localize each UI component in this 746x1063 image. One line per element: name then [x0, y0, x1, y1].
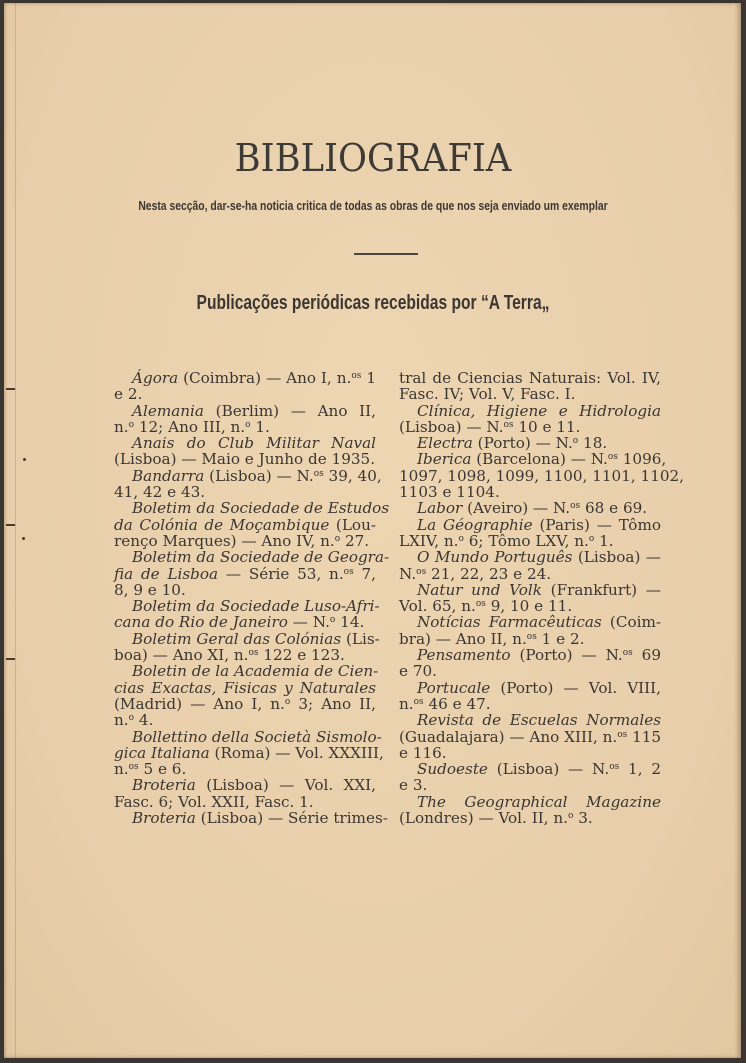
superscript: os: [128, 762, 139, 773]
text-line: [399, 663, 661, 679]
periodical-title: Boletin de la Academia de Cien-: [132, 662, 379, 681]
superscript: os: [475, 599, 486, 610]
entry-text: n.: [114, 760, 129, 779]
periodical-title: Boletim da Sociedade de Estudos: [132, 499, 390, 518]
text-line: [114, 484, 376, 500]
periodical-title: Iberica: [417, 450, 472, 469]
entry-text: (Coim-: [601, 613, 661, 632]
entry-text: — N.: [287, 613, 330, 632]
superscript: o: [588, 533, 595, 544]
text-line: [114, 629, 380, 648]
text-line: [114, 614, 376, 630]
periodical-title: cias Exactas, Fisicas y Naturales: [114, 678, 376, 697]
entry-text: e 70.: [399, 662, 437, 681]
text-line: [399, 712, 661, 728]
text-line: [114, 499, 390, 518]
text-line: [399, 484, 661, 500]
text-line: [114, 809, 388, 828]
entry-text: 8, 9 e 10.: [114, 580, 186, 599]
superscript: o: [128, 713, 135, 724]
periodical-title: Anais do Club Militar Naval: [132, 434, 376, 453]
entry-text: (Madrid) — Ano I, n.: [114, 694, 285, 713]
text-line: [399, 761, 661, 777]
entry-text: boa) — Ano XI, n.: [114, 646, 249, 665]
text-line: [399, 680, 661, 696]
superscript: os: [351, 371, 362, 381]
text-line: [114, 662, 379, 681]
superscript: os: [607, 452, 618, 463]
entry-text: n.: [114, 417, 129, 436]
periodical-title: da Colónia de Moçambique: [114, 515, 330, 534]
entry-text: N.: [399, 564, 417, 583]
entry-text: (Lisboa) — N.: [399, 417, 504, 436]
periodical-title: Bandarra: [132, 466, 205, 485]
text-line: [114, 712, 376, 728]
text-line: [399, 466, 685, 485]
ink-spot: [22, 537, 25, 540]
text-line: [114, 533, 376, 549]
entry-text: (Lisboa) — Vol. XXI,: [195, 776, 376, 795]
entry-text: (Frankfurt) —: [541, 580, 661, 599]
ink-spot: [23, 458, 26, 461]
text-line: [114, 386, 376, 402]
entry-text: 9, 10 e 11.: [485, 597, 573, 616]
superscript: os: [313, 468, 324, 479]
text-line: [399, 450, 667, 469]
text-line: [399, 500, 661, 516]
entry-text: (Guadalajara) — Ano XIII, n.: [399, 727, 618, 746]
entry-text: (Londres) — Vol. II, n.: [399, 809, 568, 828]
text-line: [114, 517, 376, 533]
entry-text: Fasc. 6; Vol. XXII, Fasc. 1.: [114, 792, 314, 811]
entry-text: 18.: [578, 434, 608, 453]
entry-text: 41, 42 e 43.: [114, 483, 206, 502]
entry-text: 115: [627, 727, 662, 746]
entry-text: (Lou-: [329, 515, 376, 534]
margin-mark: [6, 524, 15, 526]
text-line: [114, 403, 376, 419]
text-line: [114, 727, 382, 746]
text-line: [399, 614, 661, 630]
text-line: [114, 743, 384, 762]
text-line: [114, 582, 376, 598]
periodical-title: O Mundo Português: [417, 548, 573, 567]
text-line: [399, 403, 661, 419]
entry-text: 5 e 6.: [138, 760, 187, 779]
entry-text: Fasc. IV; Vol. V, Fasc. I.: [399, 385, 576, 404]
entry-text: (Lis-: [341, 629, 380, 648]
text-line: [399, 631, 661, 647]
entry-text: (Paris) — Tômo: [532, 515, 661, 534]
periodical-title: cana do Rio de Janeiro: [114, 613, 288, 632]
entry-text: (Barcelona) — N.: [471, 450, 608, 469]
text-line: [114, 548, 390, 567]
superscript: o: [458, 533, 464, 544]
entry-text: n.: [114, 711, 129, 730]
periodical-title: Boletim da Sociedade Luso-Afri-: [132, 597, 380, 616]
superscript: os: [570, 501, 581, 512]
superscript: o: [567, 811, 574, 822]
divider-rule: [354, 253, 418, 255]
text-line: [114, 647, 376, 663]
entry-text: 1097, 1098, 1099, 1100, 1101, 1102,: [399, 466, 685, 485]
entry-text: (Lisboa) — Série trimes-: [195, 809, 388, 828]
text-line: [399, 582, 661, 598]
entry-text: (Porto) — N.: [510, 646, 623, 665]
margin-mark: [6, 388, 15, 390]
entry-text: e 2.: [114, 385, 143, 404]
section-heading: Publicações periódicas recebidas por “A Terra„: [196, 292, 550, 314]
page-subtitle: Nesta secção, dar-se-ha noticia critica de todas as obras de que nos seja enviado um exemplar: [138, 199, 608, 213]
entry-text: 1.: [594, 531, 614, 550]
entry-text: 1: [361, 369, 376, 387]
entry-text: (Lisboa) — Maio e Junho de 1935.: [114, 450, 376, 469]
text-line: [114, 435, 376, 451]
entry-text: 3.: [573, 809, 593, 828]
superscript: o: [128, 419, 135, 430]
superscript: os: [503, 419, 514, 430]
entry-text: 6; Tômo LXV, n.: [463, 531, 589, 550]
entry-text: 12; Ano III, n.: [134, 417, 246, 436]
entry-text: 1, 2: [619, 760, 661, 779]
periodical-title: Clínica, Higiene e Hidrologia: [417, 401, 661, 420]
text-line: [114, 451, 376, 467]
entry-text: n.: [399, 694, 414, 713]
entry-text: 7,: [353, 564, 376, 583]
entry-text: (Roma) — Vol. XXXIII,: [209, 743, 384, 762]
text-line: [114, 370, 376, 386]
entry-text: 69: [632, 646, 662, 665]
text-line: [114, 597, 380, 616]
binding-edge: [15, 3, 16, 1058]
periodical-title: Boletim Geral das Colónias: [132, 629, 342, 648]
text-line: [399, 794, 661, 810]
periodical-title: La Géographie: [417, 515, 533, 534]
entry-text: 122 e 123.: [258, 646, 345, 665]
entry-text: 68 e 69.: [580, 499, 648, 518]
left-column: [114, 369, 390, 828]
text-line: [399, 517, 661, 533]
entry-text: (Porto) — Vol. VIII,: [490, 678, 661, 697]
entry-text: 3; Ano II,: [290, 694, 376, 713]
entry-text: 1 e 2.: [536, 629, 585, 648]
text-line: [399, 696, 661, 712]
entry-text: 1096,: [617, 450, 667, 469]
entry-text: (Porto) — N.: [472, 434, 573, 453]
superscript: o: [284, 696, 291, 707]
page-title: BIBLIOGRAFIA: [234, 136, 512, 180]
periodical-title: Electra: [417, 434, 473, 453]
text-line: [399, 745, 661, 761]
superscript: os: [416, 566, 427, 577]
periodical-title: gica Italiana: [114, 743, 210, 762]
margin-mark: [6, 658, 15, 660]
text-line: [399, 549, 661, 565]
periodical-title: Portucale: [417, 678, 491, 697]
text-line: [399, 419, 661, 435]
text-line: [114, 466, 382, 485]
periodical-title: Boletim da Sociedade de Geogra-: [132, 548, 390, 567]
entry-text: (Coimbra) — Ano I, n.: [178, 369, 352, 387]
text-line: [399, 370, 661, 386]
text-line: [399, 598, 661, 614]
text-line: [114, 794, 376, 810]
entry-text: (Lisboa) — N.: [204, 466, 314, 485]
text-line: [114, 761, 376, 777]
text-line: [399, 435, 661, 451]
entry-text: 4.: [134, 711, 154, 730]
text-line: [114, 419, 376, 435]
entry-text: Vol. 65, n.: [399, 597, 476, 616]
entry-text: 1.: [250, 417, 270, 436]
entry-text: LXIV, n.: [399, 531, 459, 550]
right-column: [399, 369, 685, 828]
text-line: [399, 533, 661, 549]
periodical-title: Broteria: [132, 776, 196, 795]
entry-text: (Aveiro) — N.: [462, 499, 571, 518]
entry-text: — Série 53, n.: [218, 564, 344, 583]
periodical-title: Pensamento: [417, 646, 511, 665]
entry-text: (Lisboa) — N.: [487, 760, 610, 779]
superscript: o: [572, 436, 579, 447]
periodical-title: Broteria: [132, 809, 196, 828]
entry-text: tral de Ciencias Naturais: Vol. IV,: [399, 369, 661, 387]
periodical-title: fia de Lisboa: [114, 564, 219, 583]
periodical-title: Natur und Volk: [417, 580, 542, 599]
superscript: o: [245, 419, 251, 430]
entry-text: bra) — Ano II, n.: [399, 629, 527, 648]
entry-text: (Lisboa) —: [572, 548, 661, 567]
entry-text: 14.: [335, 613, 365, 632]
superscript: o: [334, 533, 341, 544]
superscript: os: [343, 566, 354, 577]
superscript: os: [622, 648, 633, 659]
entry-text: (Berlim) — Ano II,: [203, 401, 376, 420]
superscript: os: [526, 631, 537, 642]
superscript: os: [248, 648, 259, 659]
entry-text: 46 e 47.: [423, 694, 491, 713]
superscript: o: [329, 615, 336, 626]
entry-text: 39, 40,: [323, 466, 382, 485]
text-line: [399, 386, 661, 402]
superscript: os: [617, 729, 628, 740]
text-line: [114, 777, 376, 793]
periodical-title: Bollettino della Società Sismolo-: [132, 727, 382, 746]
periodical-title: Ágora: [132, 369, 179, 387]
text-line: [114, 566, 376, 582]
periodical-title: Sudoeste: [417, 760, 488, 779]
text-line: [399, 647, 661, 663]
text-line: [114, 696, 376, 712]
text-line: [399, 810, 661, 826]
superscript: os: [413, 696, 424, 707]
text-line: [399, 566, 661, 582]
text-line: [114, 680, 376, 696]
text-line: [399, 777, 661, 793]
periodical-title: Labor: [417, 499, 463, 518]
periodical-title: Alemania: [132, 401, 204, 420]
periodical-title: Revista de Escuelas Normales: [417, 711, 661, 730]
entry-text: renço Marques) — Ano IV, n.: [114, 531, 335, 550]
text-line: [399, 729, 661, 745]
entry-text: 10 e 11.: [513, 417, 581, 436]
periodical-title: Notícias Farmacêuticas: [417, 613, 602, 632]
entry-text: 27.: [340, 531, 370, 550]
periodical-title: The Geographical Magazine: [417, 792, 661, 811]
entry-text: e 3.: [399, 776, 428, 795]
entry-text: 1103 e 1104.: [399, 483, 500, 502]
superscript: os: [609, 762, 620, 773]
entry-text: e 116.: [399, 743, 447, 762]
entry-text: 21, 22, 23 e 24.: [426, 564, 552, 583]
